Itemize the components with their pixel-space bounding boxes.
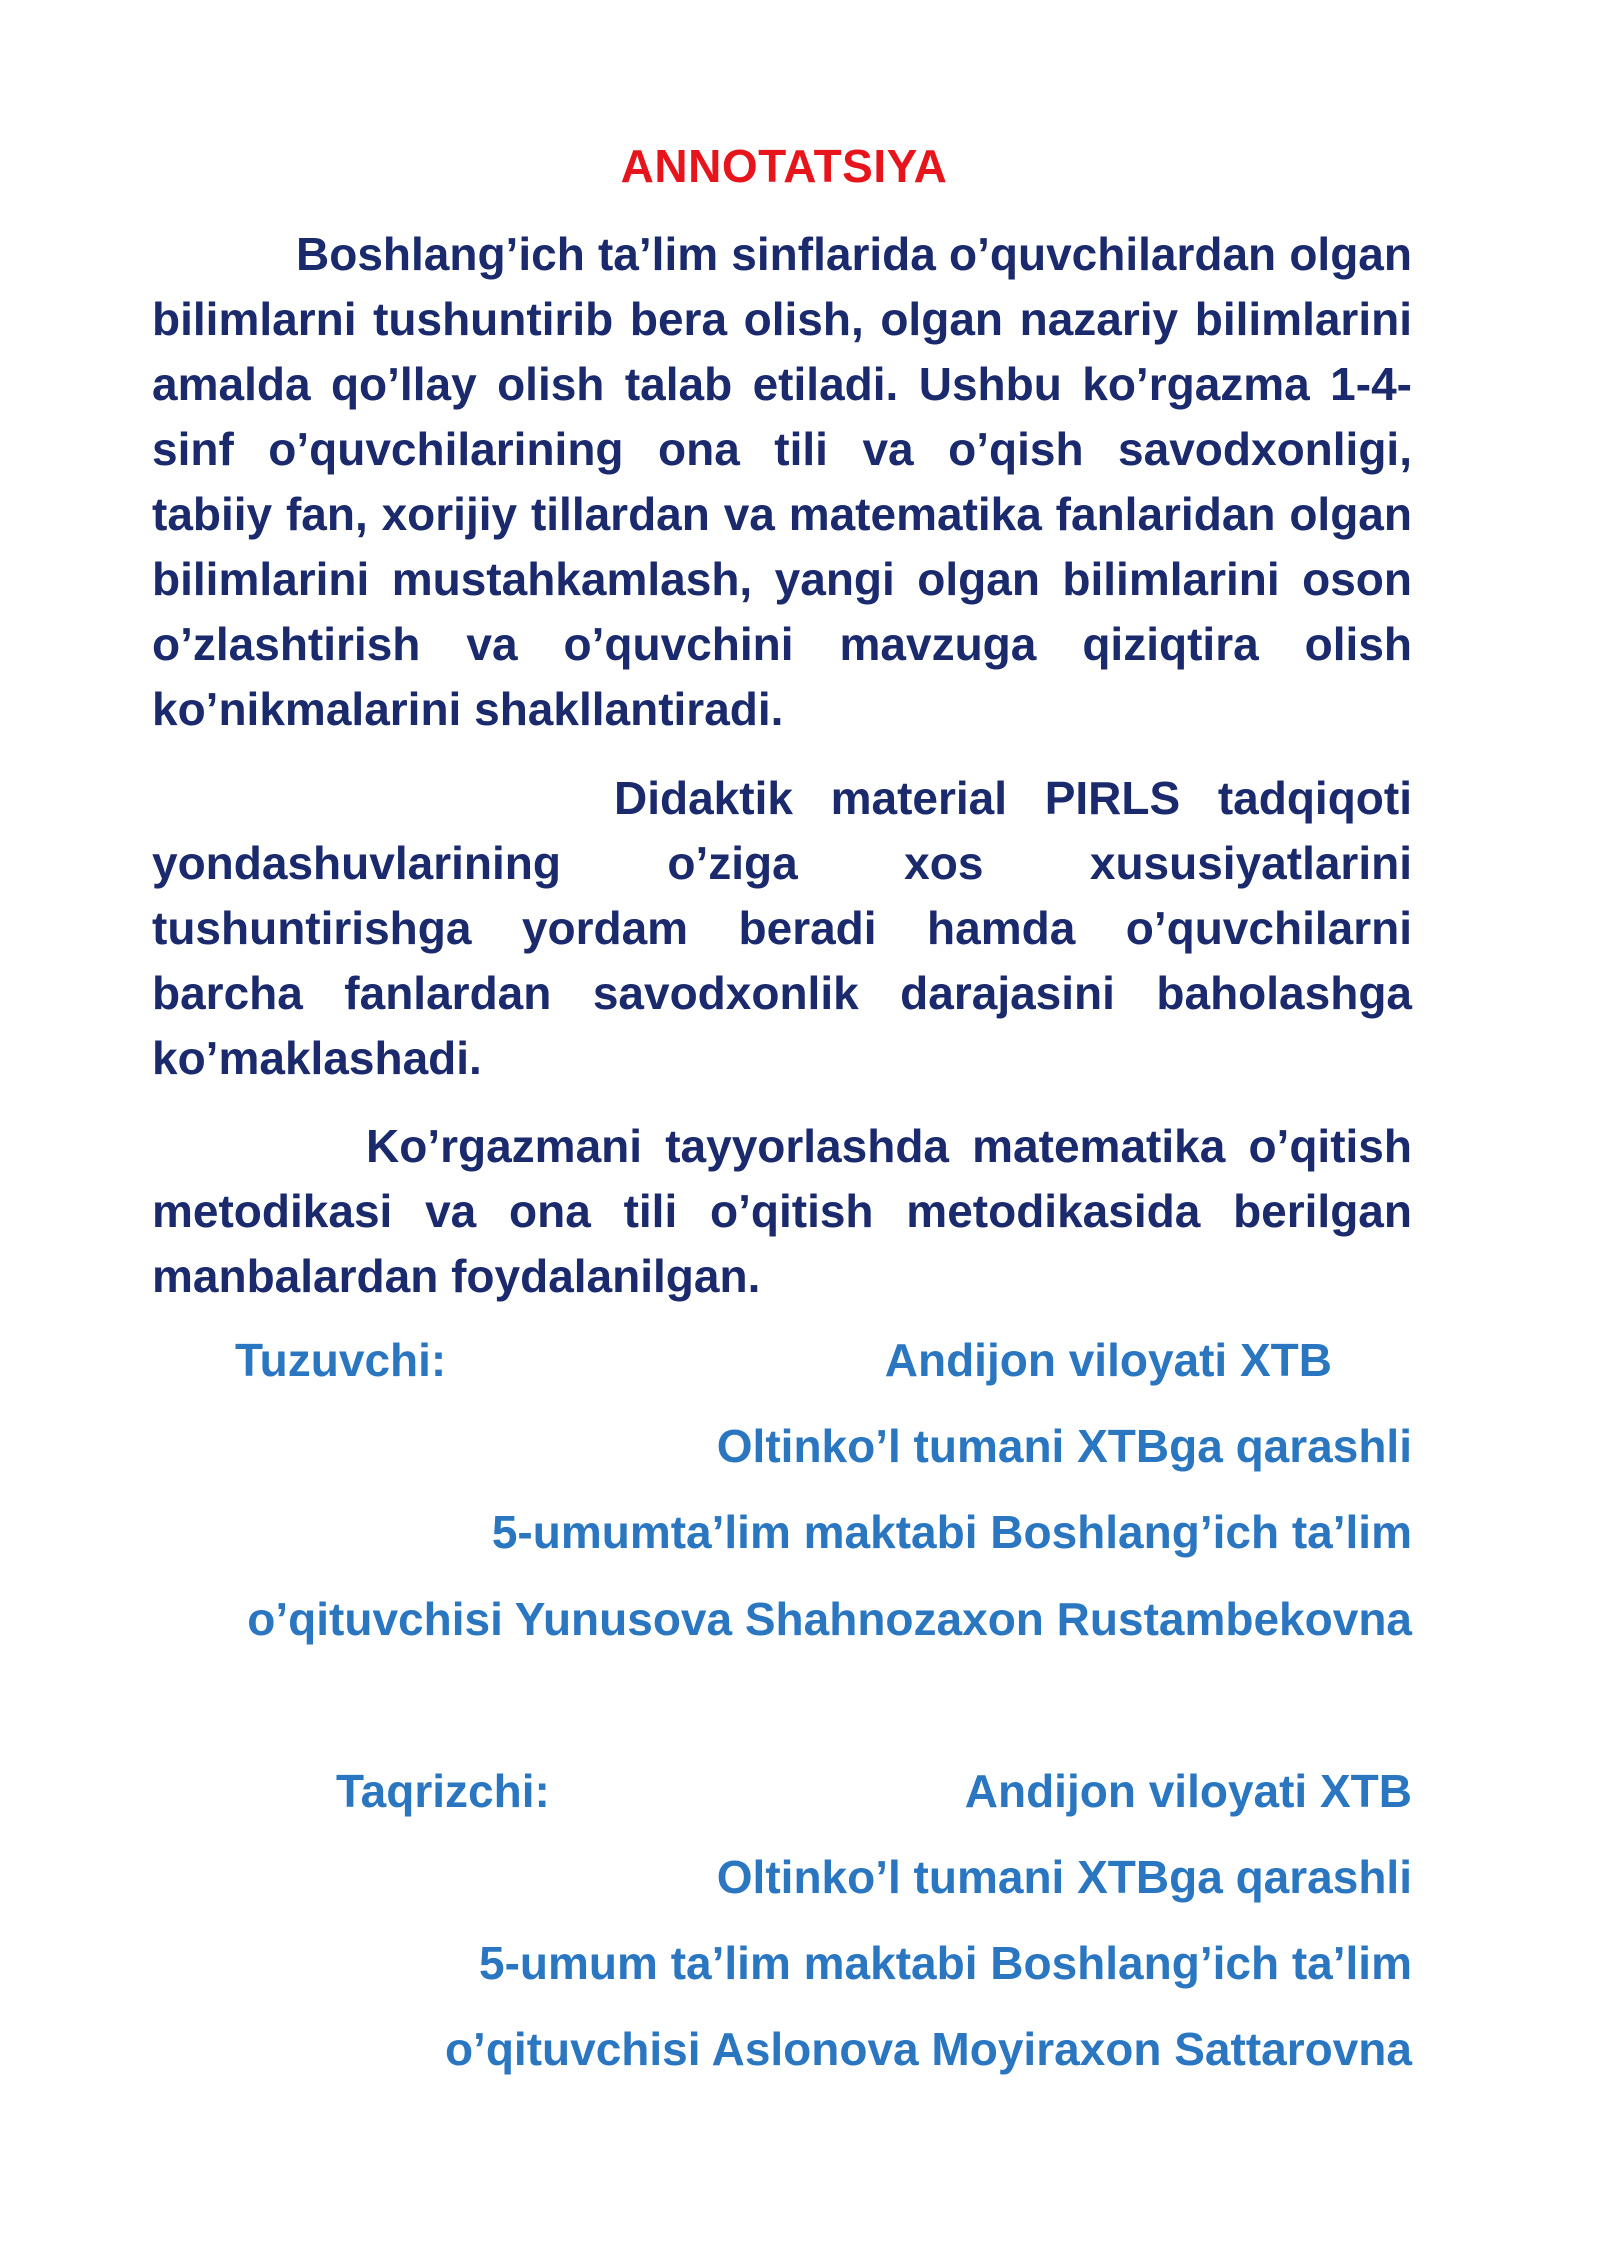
reviewer-line-1: Andijon viloyati XTB <box>964 1765 1412 1817</box>
compiler-line-2: Oltinko’l tumani XTBga qarashli <box>716 1420 1412 1472</box>
page-title: ANNOTATSIYA <box>620 140 948 192</box>
paragraph-intro: Boshlang’ich ta’lim sinflarida o’quvchilardan olgan bilimlarni tushuntirib bera olish, olgan nazariy bilimlarini amalda qo’llay olish talab etiladi. Ushbu ko’rgazma 1-4-sinf o’quvchilarining ona tili va o’qish savodxonligi, tabiiy fan, xorijiy tillardan va matematika fanlaridan olgan bilimlarini mustahkamlash, yangi olgan bilimlarini oson o’zlashtirish va o’quvchini mavzuga qiziqtira olish ko’nikmalarini shakllantiradi. <box>152 228 1412 735</box>
compiler-line-1: Andijon viloyati XTB <box>884 1334 1332 1386</box>
reviewer-label: Taqrizchi: <box>336 1765 550 1817</box>
compiler-label: Tuzuvchi: <box>235 1334 447 1386</box>
reviewer-line-3: 5-umum ta’lim maktabi Boshlang’ich ta’lim <box>479 1937 1412 1989</box>
reviewer-line-2: Oltinko’l tumani XTBga qarashli <box>716 1851 1412 1903</box>
paragraph-didactic: Didaktik material PIRLS tadqiqoti yondashuvlarining o’ziga xos xususiyatlarini tushuntirishga yordam beradi hamda o’quvchilarni barcha fanlardan savodxonlik darajasini baholashga ko’maklashadi. <box>152 772 1412 1084</box>
compiler-line-4: o’qituvchisi Yunusova Shahnozaxon Rustambekovna <box>247 1593 1412 1645</box>
reviewer-line-4: o’qituvchisi Aslonova Moyiraxon Sattarovna <box>444 2023 1412 2075</box>
paragraph-sources: Ko’rgazmani tayyorlashda matematika o’qitish metodikasi va ona tili o’qitish metodikasida berilgan manbalardan foydalanilgan. <box>152 1120 1412 1302</box>
compiler-line-3: 5-umumta’lim maktabi Boshlang’ich ta’lim <box>491 1506 1412 1558</box>
